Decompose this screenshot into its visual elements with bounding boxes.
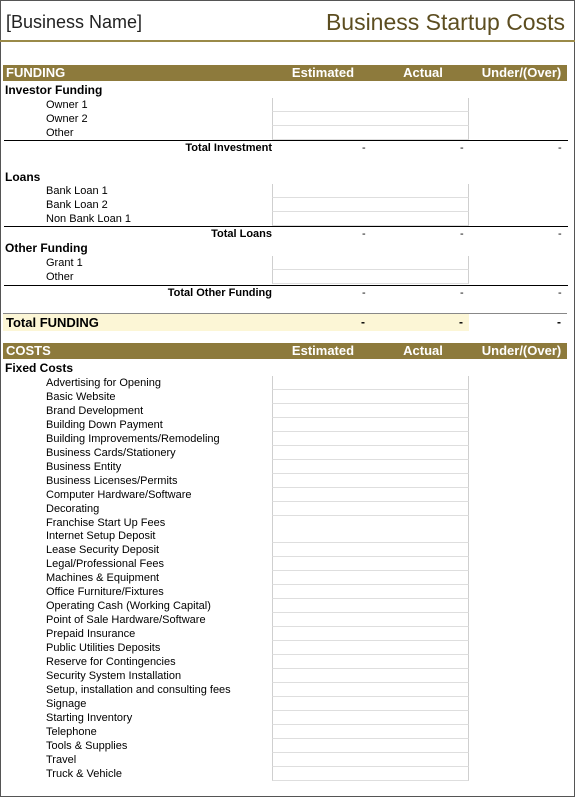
actual-input-cell[interactable] <box>371 543 469 557</box>
actual-input-cell[interactable] <box>371 529 469 543</box>
actual-input-cell[interactable] <box>371 474 469 488</box>
line-item-label: Tools & Supplies <box>46 739 128 752</box>
line-item-label: Telephone <box>46 725 97 738</box>
line-item-label: Other <box>46 271 74 283</box>
estimated-input-cell[interactable] <box>272 212 372 226</box>
line-item-label: Bank Loan 1 <box>46 185 108 197</box>
actual-input-cell[interactable] <box>371 641 469 655</box>
line-item-label: Owner 2 <box>46 113 88 125</box>
document-header <box>0 0 575 40</box>
other-funding-title: Other Funding <box>5 241 88 255</box>
total-funding-actual: - <box>459 315 463 329</box>
costs-col-under-over: Under/(Over) <box>481 343 562 358</box>
funding-col-under-over: Under/(Over) <box>481 65 562 80</box>
line-item-label: Brand Development <box>46 404 144 417</box>
line-item-label: Non Bank Loan 1 <box>46 213 132 225</box>
estimated-input-cell[interactable] <box>272 184 372 198</box>
estimated-input-cell[interactable] <box>272 613 372 627</box>
investor-funding-title: Investor Funding <box>5 83 103 97</box>
actual-input-cell[interactable] <box>371 418 469 432</box>
total-funding-row <box>3 313 567 331</box>
total-other-funding-row <box>4 285 568 301</box>
total-funding-label: Total FUNDING <box>6 315 99 330</box>
actual-input-cell[interactable] <box>371 98 469 112</box>
funding-title: FUNDING <box>6 65 66 80</box>
total-loans-estimated: - <box>362 228 366 240</box>
fixed-costs-title: Fixed Costs <box>5 361 74 375</box>
actual-input-cell[interactable] <box>371 739 469 753</box>
line-item-label: Business Entity <box>46 460 122 473</box>
loans-title: Loans <box>5 170 41 184</box>
actual-input-cell[interactable] <box>371 711 469 725</box>
funding-col-actual: Actual <box>403 65 443 80</box>
total-funding-under-over-cell <box>469 314 567 331</box>
total-other-funding-label: Total Other Funding <box>167 287 272 299</box>
total-investment-row <box>4 140 568 156</box>
estimated-input-cell[interactable] <box>272 488 372 502</box>
funding-header-band <box>3 65 567 81</box>
total-loans-actual: - <box>460 228 464 240</box>
estimated-input-cell[interactable] <box>272 112 372 126</box>
costs-col-estimated: Estimated <box>291 343 355 358</box>
total-other-funding-estimated: - <box>362 287 366 299</box>
line-item-label: Prepaid Insurance <box>46 628 136 641</box>
actual-input-cell[interactable] <box>371 270 469 284</box>
line-item-label: Internet Setup Deposit <box>46 530 156 543</box>
line-item-label: Owner 1 <box>46 99 88 111</box>
actual-input-cell[interactable] <box>371 767 469 781</box>
estimated-input-cell[interactable] <box>272 753 372 767</box>
line-item-label: Basic Website <box>46 390 116 403</box>
total-investment-label: Total Investment <box>185 142 272 154</box>
line-item-label: Signage <box>46 697 87 710</box>
business-name[interactable]: [Business Name] <box>6 12 143 32</box>
estimated-input-cell[interactable] <box>272 198 372 212</box>
actual-input-cell[interactable] <box>371 571 469 585</box>
line-item-label: Building Down Payment <box>46 418 163 431</box>
total-other-funding-actual: - <box>460 287 464 299</box>
line-item-label: Computer Hardware/Software <box>46 488 192 501</box>
actual-input-cell[interactable] <box>371 725 469 739</box>
actual-input-cell[interactable] <box>371 697 469 711</box>
actual-input-cell[interactable] <box>371 390 469 404</box>
total-funding-estimated: - <box>361 315 365 329</box>
actual-input-cell[interactable] <box>371 446 469 460</box>
actual-input-cell[interactable] <box>371 655 469 669</box>
estimated-input-cell[interactable] <box>272 739 372 753</box>
estimated-input-cell[interactable] <box>272 432 372 446</box>
line-item-label: Legal/Professional Fees <box>46 558 165 571</box>
line-item-label: Starting Inventory <box>46 711 133 724</box>
estimated-input-cell[interactable] <box>272 376 372 390</box>
line-item-label: Public Utilities Deposits <box>46 642 161 655</box>
actual-input-cell[interactable] <box>371 599 469 613</box>
line-item-label: Setup, installation and consulting fees <box>46 683 231 696</box>
line-item-label: Operating Cash (Working Capital) <box>46 600 211 613</box>
actual-input-cell[interactable] <box>371 184 469 198</box>
total-funding-under-over: - <box>557 315 561 329</box>
actual-input-cell[interactable] <box>371 516 469 530</box>
line-item-label: Machines & Equipment <box>46 572 160 585</box>
estimated-input-cell[interactable] <box>272 270 372 284</box>
actual-input-cell[interactable] <box>371 585 469 599</box>
actual-input-cell[interactable] <box>371 627 469 641</box>
actual-input-cell[interactable] <box>371 683 469 697</box>
estimated-input-cell[interactable] <box>272 669 372 683</box>
actual-input-cell[interactable] <box>371 753 469 767</box>
actual-input-cell[interactable] <box>371 112 469 126</box>
line-item-label: Security System Installation <box>46 669 182 682</box>
line-item-label: Point of Sale Hardware/Software <box>46 614 206 627</box>
funding-col-estimated: Estimated <box>291 65 355 80</box>
estimated-input-cell[interactable] <box>272 543 372 557</box>
estimated-input-cell[interactable] <box>272 390 372 404</box>
estimated-input-cell[interactable] <box>272 571 372 585</box>
estimated-input-cell[interactable] <box>272 725 372 739</box>
line-item-label: Advertising for Opening <box>46 377 161 389</box>
estimated-input-cell[interactable] <box>272 98 372 112</box>
estimated-input-cell[interactable] <box>272 502 372 516</box>
total-investment-estimated: - <box>362 142 366 154</box>
actual-input-cell[interactable] <box>371 669 469 683</box>
estimated-input-cell[interactable] <box>272 418 372 432</box>
line-item-label: Decorating <box>46 502 100 515</box>
estimated-input-cell[interactable] <box>272 256 372 270</box>
actual-input-cell[interactable] <box>371 376 469 390</box>
total-other-funding-under-over: - <box>558 287 562 299</box>
actual-input-cell[interactable] <box>371 488 469 502</box>
estimated-input-cell[interactable] <box>272 585 372 599</box>
total-investment-under-over: - <box>558 142 562 154</box>
total-loans-row <box>4 226 568 242</box>
costs-title: COSTS <box>6 343 51 358</box>
line-item-label: Business Cards/Stationery <box>46 446 176 459</box>
estimated-input-cell[interactable] <box>272 627 372 641</box>
estimated-input-cell[interactable] <box>272 767 372 781</box>
estimated-input-cell[interactable] <box>272 529 372 543</box>
costs-col-actual: Actual <box>403 343 443 358</box>
actual-input-cell[interactable] <box>371 460 469 474</box>
document-title: Business Startup Costs <box>325 9 565 35</box>
line-item-label: Office Furniture/Fixtures <box>46 586 164 599</box>
line-item-label: Truck & Vehicle <box>46 767 123 780</box>
estimated-input-cell[interactable] <box>272 446 372 460</box>
line-item-label: Franchise Start Up Fees <box>46 516 166 529</box>
estimated-input-cell[interactable] <box>272 655 372 669</box>
total-loans-under-over: - <box>558 228 562 240</box>
estimated-input-cell[interactable] <box>272 697 372 711</box>
line-item-label: Travel <box>46 753 77 766</box>
line-item-label: Business Licenses/Permits <box>46 474 178 487</box>
actual-input-cell[interactable] <box>371 557 469 571</box>
actual-input-cell[interactable] <box>371 212 469 226</box>
actual-input-cell[interactable] <box>371 432 469 446</box>
estimated-input-cell[interactable] <box>272 404 372 418</box>
total-loans-label: Total Loans <box>211 228 272 240</box>
costs-header-band <box>3 343 567 359</box>
estimated-input-cell[interactable] <box>272 474 372 488</box>
estimated-input-cell[interactable] <box>272 126 372 140</box>
line-item-label: Grant 1 <box>46 257 83 269</box>
estimated-input-cell[interactable] <box>272 557 372 571</box>
actual-input-cell[interactable] <box>371 404 469 418</box>
line-item-label: Lease Security Deposit <box>46 544 160 557</box>
actual-input-cell[interactable] <box>371 502 469 516</box>
actual-input-cell[interactable] <box>371 198 469 212</box>
actual-input-cell[interactable] <box>371 256 469 270</box>
line-item-label: Other <box>46 127 74 139</box>
estimated-input-cell[interactable] <box>272 683 372 697</box>
estimated-input-cell[interactable] <box>272 711 372 725</box>
estimated-input-cell[interactable] <box>272 641 372 655</box>
estimated-input-cell[interactable] <box>272 516 372 530</box>
actual-input-cell[interactable] <box>371 126 469 140</box>
estimated-input-cell[interactable] <box>272 460 372 474</box>
actual-input-cell[interactable] <box>371 613 469 627</box>
line-item-label: Bank Loan 2 <box>46 199 108 211</box>
header-divider <box>0 40 575 42</box>
estimated-input-cell[interactable] <box>272 599 372 613</box>
total-investment-actual: - <box>460 142 464 154</box>
line-item-label: Reserve for Contingencies <box>46 656 176 668</box>
line-item-label: Building Improvements/Remodeling <box>46 432 220 445</box>
